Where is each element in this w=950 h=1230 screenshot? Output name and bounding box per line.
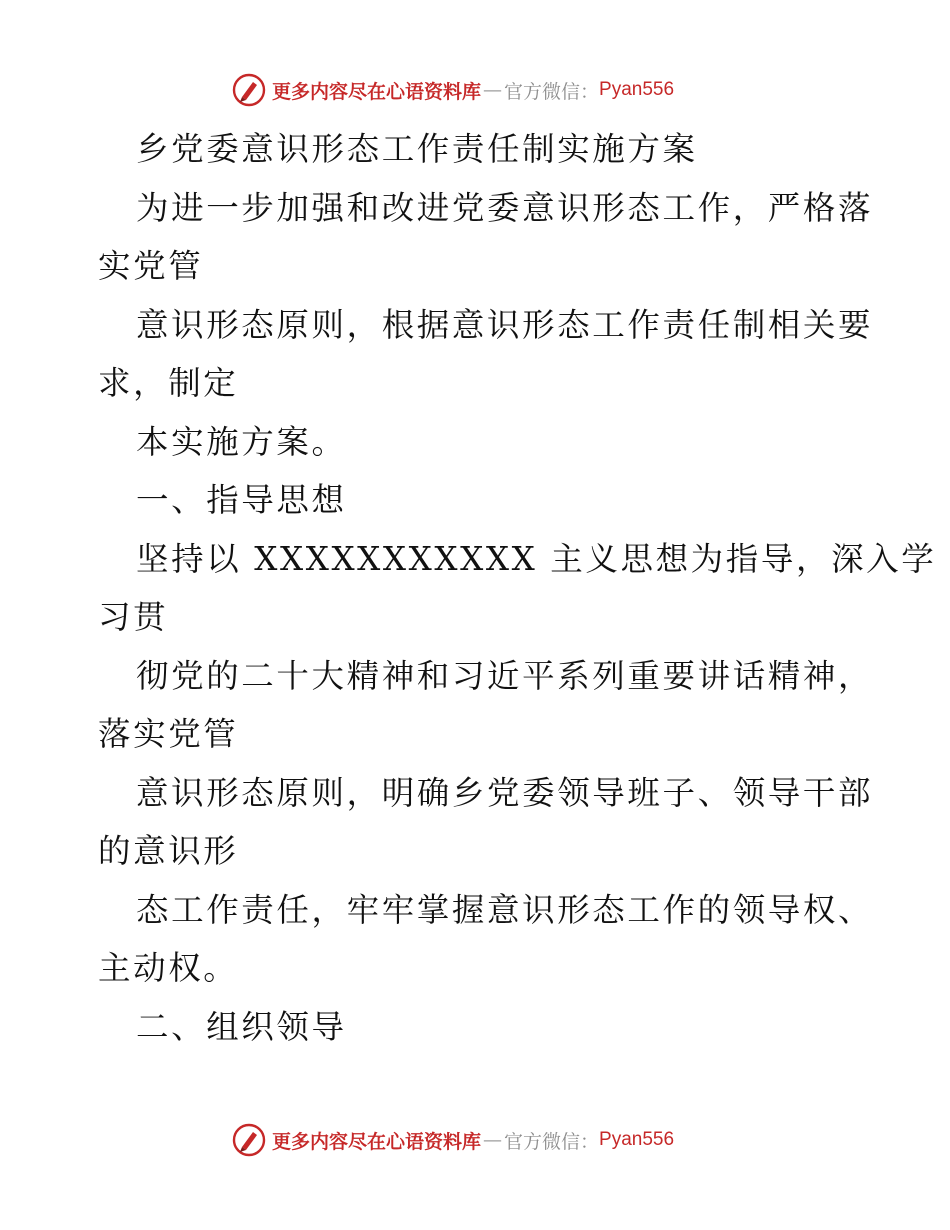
watermark-separator: — (483, 79, 503, 101)
text-line: 彻党的二十大精神和习近平系列重要讲话精神， (136, 656, 874, 695)
document-body (98, 120, 937, 1056)
text-line: 意识形态原则，根据意识形态工作责任制相关要 (136, 305, 874, 344)
text-line: 一、指导思想 (136, 481, 347, 519)
text-line: 的意识形 (98, 832, 239, 870)
text-line: 落实党管 (98, 715, 239, 753)
header-watermark (232, 72, 674, 108)
text-line: 为进一步加强和改进党委意识形态工作，严格落 (136, 188, 874, 227)
watermark-wechat-label: 官方微信： (504, 80, 600, 103)
watermark-wechat-label: 官方微信： (504, 1130, 600, 1153)
text-line: 坚持以 XXXXXXXXXXX 主义思想为指导，深入学 (136, 539, 937, 578)
text-line: 求，制定 (98, 364, 239, 402)
watermark-brand-text: 更多内容尽在心语资料库 (272, 80, 482, 103)
watermark-wechat-id: Pyan556 (599, 79, 675, 100)
watermark-brand-text: 更多内容尽在心语资料库 (272, 1130, 482, 1153)
text-line: 实党管 (98, 247, 204, 285)
text-line: 习贯 (98, 598, 169, 636)
text-line: 乡党委意识形态工作责任制实施方案 (136, 130, 698, 168)
text-line: 本实施方案。 (136, 422, 347, 461)
text-line: 主动权。 (98, 949, 239, 987)
text-line: 意识形态原则，明确乡党委领导班子、领导干部 (136, 773, 874, 812)
pen-logo-icon (232, 1123, 266, 1157)
text-line: 二、组织领导 (136, 1007, 347, 1046)
watermark-separator: — (483, 1129, 503, 1151)
footer-watermark (232, 1122, 674, 1158)
pen-logo-icon (232, 73, 266, 107)
watermark-wechat-id: Pyan556 (599, 1129, 675, 1150)
text-line: 态工作责任，牢牢掌握意识形态工作的领导权、 (136, 890, 874, 929)
